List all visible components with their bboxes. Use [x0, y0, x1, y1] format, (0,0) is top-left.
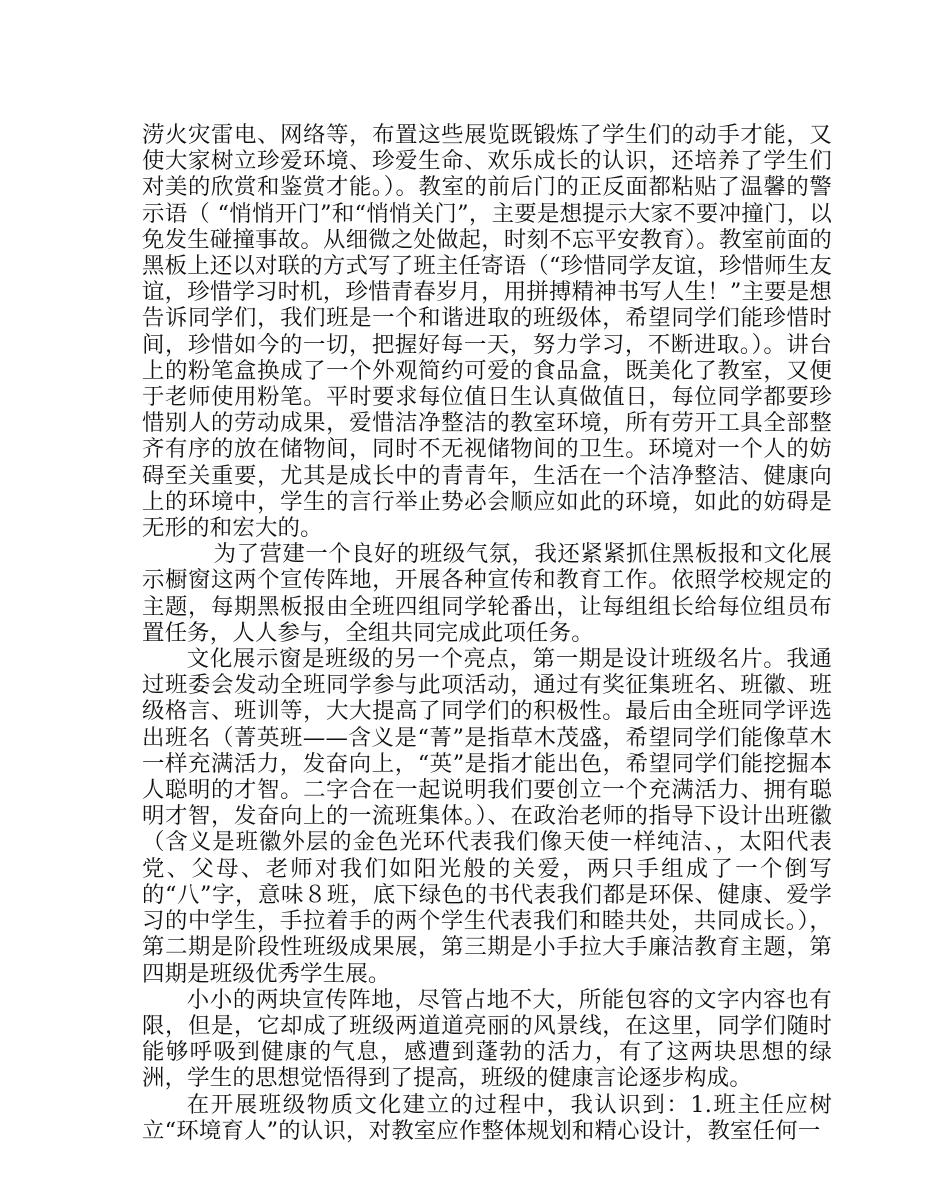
paragraph-4: 小小的两块宣传阵地，尽管占地不大，所能包容的文字内容也有限，但是，它却成了班级两道道亮丽的风景线，在这里，同学们随时能够呼吸到健康的气息，感遭到蓬勃的活力，有了这两块思想的绿洲，学生的思想觉悟得到了提高，班级的健康言论逐步构成。	[142, 986, 832, 1092]
document-page	[142, 122, 832, 1144]
paragraph-5: 在开展班级物质文化建立的过程中，我认识到：1.班主任应树立“环境育人”的认识，对教室应作整体规划和精心设计，教室任何一	[142, 1091, 832, 1144]
paragraph-1: 涝火灾雷电、网络等，布置这些展览既锻炼了学生们的动手才能，又使大家树立珍爱环境、珍爱生命、欢乐成长的认识，还培养了学生们对美的欣赏和鉴赏才能。）。教室的前后门的正反面都粘贴了温馨的警示语（ “悄悄开门”和“悄悄关门”，主要是想提示大家不要冲撞门，以免发生碰撞事故。从细微之处做起，时刻不忘平安教育）。教室前面的黑板上还以对联的方式写了班主任寄语（“珍惜同学友谊，珍惜师生友谊，珍惜学习时机，珍惜青春岁月，用拼搏精神书写人生！”主要是想告诉同学们，我们班是一个和谐进取的班级体，希望同学们能珍惜时间，珍惜如今的一切，把握好每一天，努力学习，不断进取。）。讲台上的粉笔盒换成了一个外观简约可爱的食品盒，既美化了教室，又便于老师使用粉笔。平时要求每位值日生认真做值日，每位同学都要珍惜别人的劳动成果，爱惜洁净整洁的教室环境，所有劳开工具全部整齐有序的放在储物间，同时不无视储物间的卫生。环境对一个人的妨碍至关重要，尤其是成长中的青青年，生活在一个洁净整洁、健康向上的环境中，学生的言行举止势必会顺应如此的环境，如此的妨碍是无形的和宏大的。	[142, 122, 832, 542]
paragraph-2: 为了营建一个良好的班级气氛，我还紧紧抓住黑板报和文化展示橱窗这两个宣传阵地，开展各种宣传和教育工作。依照学校规定的主题，每期黑板报由全班四组同学轮番出，让每组组长给每位组员布置任务，人人参与，全组共同完成此项任务。	[142, 541, 832, 646]
paragraph-3: 文化展示窗是班级的另一个亮点，第一期是设计班级名片。我通过班委会发动全班同学参与此项活动，通过有奖征集班名、班徽、班级格言、班训等，大大提高了同学们的积极性。最后由全班同学评选出班名（菁英班——含义是“菁”是指草木茂盛，希望同学们能像草木一样充满活力，发奋向上，“英”是指才能出色，希望同学们能挖掘本人聪明的才智。二字合在一起说明我们要创立一个充满活力、拥有聪明才智，发奋向上的一流班集体。）、在政治老师的指导下设计出班徽（含义是班徽外层的金色光环代表我们像天使一样纯洁、，太阳代表党、父母、老师对我们如阳光般的关爱，两只手组成了一个倒写的“八”字，意味８班，底下绿色的书代表我们都是环保、健康、爱学习的中学生，手拉着手的两个学生代表我们和睦共处，共同成长。），第二期是阶段性班级成果展，第三期是小手拉大手廉洁教育主题，第四期是班级优秀学生展。	[142, 646, 832, 987]
